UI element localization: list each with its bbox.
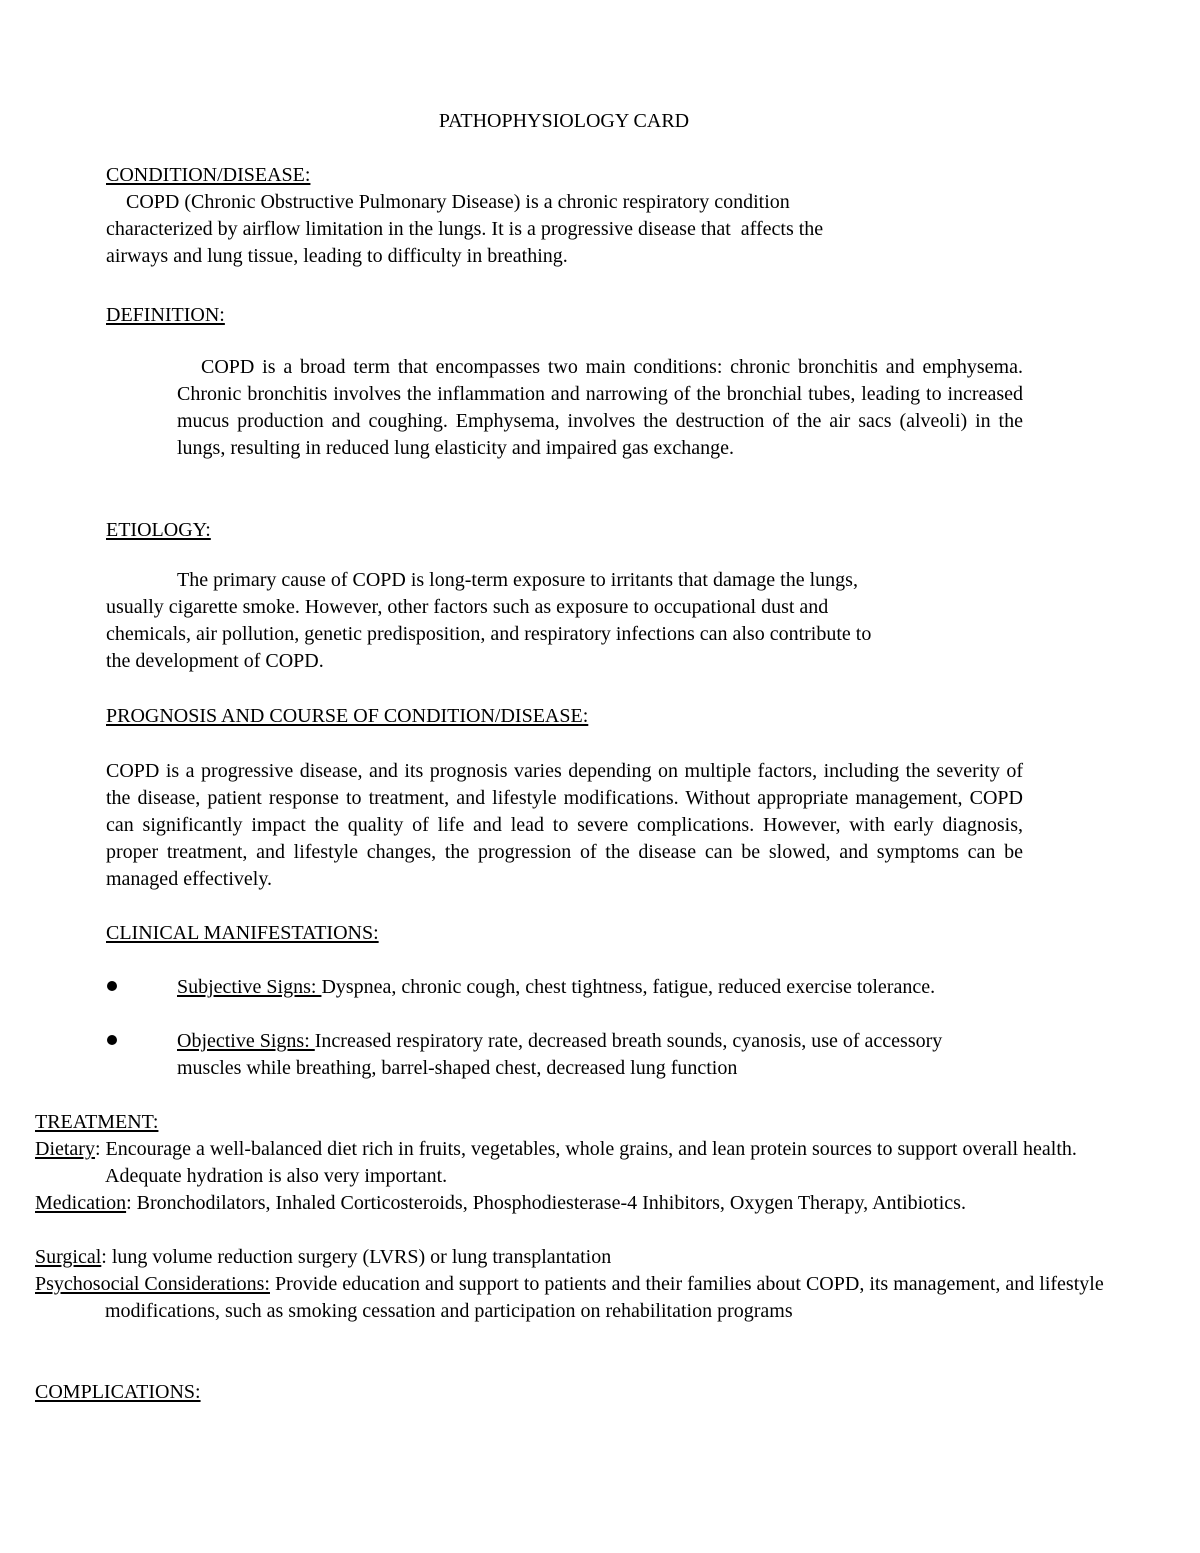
treatment-item: [35, 1136, 1125, 1190]
condition-text-line: airways and lung tissue, leading to difficulty in breathing.: [106, 245, 568, 267]
etiology-text-line: the development of COPD.: [106, 650, 324, 672]
clinical-item-label: Objective Signs:: [177, 1030, 315, 1052]
treatment-item-label: Dietary: [35, 1138, 95, 1160]
clinical-item: [177, 1028, 997, 1082]
bullet-icon: [107, 1035, 117, 1045]
prognosis-text: COPD is a progressive disease, and its prognosis varies depending on multiple factors, including the severity of the disease, patient response to treatment, and lifestyle modifications. Without appropriate management, COPD can significantly impact the quality of life and lead to severe complications. However, with early diagnosis, proper treatment, and lifestyle changes, the progression of the disease can be slowed, and symptoms can be managed effectively.: [106, 760, 1023, 890]
treatment-item-label: Medication: [35, 1192, 127, 1214]
definition-text: COPD is a broad term that encompasses two main conditions: chronic bronchitis and emphysema. Chronic bronchitis involves the inflammation and narrowing of the bronchial tubes, leading to increased mucus production and coughing. Emphysema, involves the destruction of the air sacs (alveoli) in the lungs, resulting in reduced lung elasticity and impaired gas exchange.: [177, 356, 1023, 459]
condition-text-line: characterized by airflow limitation in the lungs. It is a progressive disease that affects the: [106, 218, 824, 240]
treatment-item: [35, 1190, 1125, 1217]
etiology-text-line: usually cigarette smoke. However, other factors such as exposure to occupational dust and: [106, 596, 829, 618]
etiology-text-line: The primary cause of COPD is long-term exposure to irritants that damage the lungs,: [177, 569, 858, 591]
bullet-icon: [107, 981, 117, 991]
treatment-heading: TREATMENT:: [35, 1111, 159, 1133]
treatment-item-label: Psychosocial Considerations:: [35, 1273, 270, 1295]
etiology-heading: ETIOLOGY:: [106, 519, 211, 541]
complications-heading: COMPLICATIONS:: [35, 1381, 201, 1403]
condition-text-line: COPD (Chronic Obstructive Pulmonary Disease) is a chronic respiratory condition: [106, 191, 790, 213]
clinical-heading: CLINICAL MANIFESTATIONS:: [106, 922, 379, 944]
clinical-item-text: Increased respiratory rate, decreased breath sounds, cyanosis, use of accessory muscles while breathing, barrel-shaped chest, decreased lung function: [177, 1030, 943, 1079]
treatment-item: [35, 1244, 1125, 1271]
clinical-item-label: Subjective Signs:: [177, 976, 322, 998]
treatment-item-label: Surgical: [35, 1246, 102, 1268]
treatment-item: [35, 1271, 1125, 1325]
prognosis-heading: PROGNOSIS AND COURSE OF CONDITION/DISEASE:: [106, 705, 589, 727]
etiology-text-line: chemicals, air pollution, genetic predisposition, and respiratory infections can also contribute to: [106, 623, 872, 645]
treatment-item-text: : Bronchodilators, Inhaled Corticosteroids, Phosphodiesterase-4 Inhibitors, Oxygen Therapy, Antibiotics.: [126, 1192, 966, 1214]
treatment-item-text: : Encourage a well-balanced diet rich in fruits, vegetables, whole grains, and lean protein sources to support overall health. Adequate hydration is also very important.: [94, 1138, 1077, 1187]
clinical-item-text: Dyspnea, chronic cough, chest tightness, fatigue, reduced exercise tolerance.: [321, 976, 936, 998]
page-title: PATHOPHYSIOLOGY CARD: [438, 110, 690, 132]
definition-heading: DEFINITION:: [106, 304, 225, 326]
clinical-item: [177, 974, 997, 1001]
condition-heading: CONDITION/DISEASE:: [106, 164, 311, 186]
treatment-item-text: : lung volume reduction surgery (LVRS) or lung transplantation: [101, 1246, 612, 1268]
treatment-item-text: Provide education and support to patients and their families about COPD, its management, and lifestyle modifications, such as smoking cessation and participation on rehabilitation programs: [105, 1273, 1104, 1322]
